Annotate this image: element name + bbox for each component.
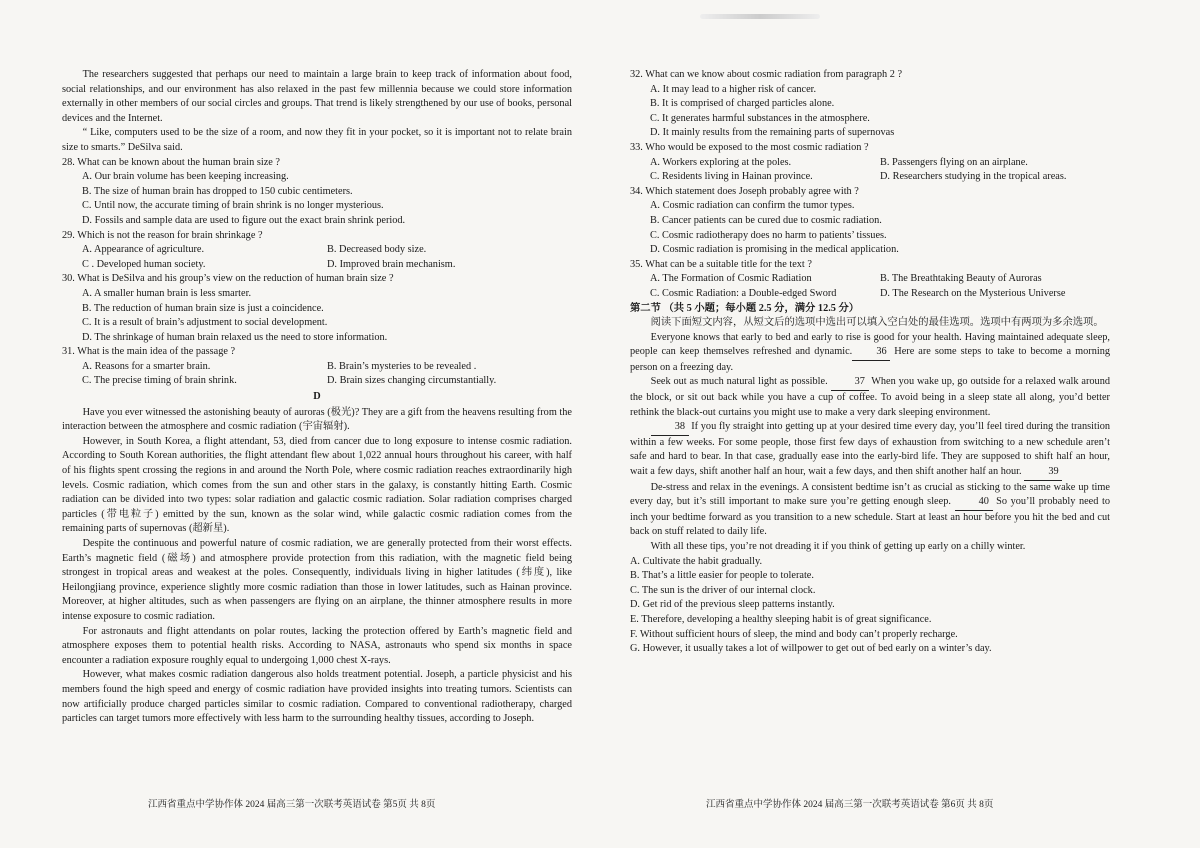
- choice-option: D. Get rid of the previous sleep patterns instantly.: [630, 599, 835, 611]
- option: D. It mainly results from the remaining parts of supernovas: [650, 127, 895, 139]
- paragraph: [630, 481, 1110, 540]
- option-row: [82, 374, 572, 389]
- paragraph: [630, 331, 1110, 376]
- blank-36: 36: [852, 345, 890, 361]
- paragraph: Have you ever witnessed the astonishing beauty of auroras (极光)? They are a gift from the heavens resulting from the interaction between the atmosphere and cosmic radiation (宇宙辐射).: [62, 406, 572, 433]
- blank-37: 37: [831, 375, 869, 391]
- question-34: 34. Which statement does Joseph probably agree with ?: [630, 185, 859, 197]
- option: D. Fossils and sample data are used to figure out the exact brain shrink period.: [82, 214, 406, 226]
- blank-40: 40: [955, 495, 993, 511]
- option: A. Workers exploring at the poles.: [650, 156, 792, 168]
- choice-option: E. Therefore, developing a healthy sleeping habit is of great significance.: [630, 613, 932, 625]
- page-footer-left: 江西省重点中学协作体 2024 届高三第一次联考英语试卷 第5页 共 8页: [148, 800, 436, 810]
- option-row: [82, 243, 572, 258]
- choice-option: A. Cultivate the habit gradually.: [630, 555, 763, 567]
- paragraph: [630, 375, 1110, 420]
- option: A. It may lead to a higher risk of cancer.: [650, 83, 817, 95]
- option: B. The Breathtaking Beauty of Auroras: [880, 273, 1042, 285]
- text: If you fly straight into getting up at your desired time every day, you’ll feel tired during the transition within a few weeks. For some people, those first few days of exhaustion from switching to a new schedule aren’t safe and hard to bear. In that case, gradually ease into the early-bird life. They are supposed to shift half an hour, wait a few days, shift another half an hour, wait a few days, and then shift another half an hour.: [630, 421, 1110, 478]
- option: A. Appearance of agriculture.: [82, 244, 205, 256]
- option: D. The Research on the Mysterious Universe: [880, 287, 1066, 299]
- option-row: [82, 360, 572, 375]
- option: B. Passengers flying on an airplane.: [880, 156, 1028, 168]
- instructions: 阅读下面短文内容，从短文后的选项中选出可以填入空白处的最佳选项。选项中有两项为多余选项。: [650, 317, 1104, 329]
- option: A. The Formation of Cosmic Radiation: [650, 273, 812, 285]
- paragraph: However, in South Korea, a flight attendant, 53, died from cancer due to long exposure to intense cosmic radiation. According to South Korean authorities, the flight attendant flew about 1,022 annual hours throughout his career, with half of his flights spent crossing the regions in and around the North Pole, where cosmic radiation reaches extraordinarily high levels. Cosmic radiation, which comes from the sun and other stars in the galaxy, is constantly hitting Earth. Cosmic radiation can be divided into two types: solar radiation and galactic cosmic radiation. Solar radiation comprises charged particles (带电粒子) emitted by the sun, known as the solar wind, while galactic cosmic radiation comes from the remaining parts of supernovas (超新星).: [62, 435, 572, 535]
- question-28: 28. What can be known about the human brain size ?: [62, 156, 280, 168]
- scan-mark: [700, 14, 820, 19]
- paragraph: Despite the continuous and powerful nature of cosmic radiation, we are generally protected from their worst effects. Earth’s magnetic field (磁场) and atmosphere provide protection from this radiation, with the magnetic field being strongest in tropical areas and weakest at the poles. Consequently, individuals living in higher latitudes (纬度), like Heilongjiang province, experience slightly more cosmic radiation than those in lower latitudes, such as Hainan province. Moreover, at higher altitudes, such as when passengers are flying on an airplane, the thinner atmosphere results in more intense exposure to cosmic radiation.: [62, 538, 572, 622]
- option: D. The shrinkage of human brain relaxed us the need to store information.: [82, 331, 388, 343]
- option: C. Residents living in Hainan province.: [650, 171, 813, 183]
- option-row: [650, 156, 1110, 171]
- question-30: 30. What is DeSilva and his group’s view on the reduction of human brain size ?: [62, 273, 394, 285]
- question-32: 32. What can we know about cosmic radiation from paragraph 2 ?: [630, 69, 903, 80]
- question-35: 35. What can be a suitable title for the text ?: [630, 258, 812, 270]
- left-page: [62, 68, 572, 768]
- text: De-stress and relax in the evenings. A consistent bedtime isn’t as crucial as sticking to the same wake up time every day, but it’s still important to make sure you’re getting enough sleep.: [630, 481, 1110, 508]
- paragraph: “ Like, computers used to be the size of a room, and now they fit in your pocket, so it is important not to relate brain size to smarts.” DeSilva said.: [62, 127, 572, 153]
- question-33: 33. Who would be exposed to the most cosmic radiation ?: [630, 141, 869, 153]
- option: A. Cosmic radiation can confirm the tumor types.: [650, 200, 855, 212]
- option: B. It is comprised of charged particles alone.: [650, 98, 835, 110]
- option: B. Cancer patients can be cured due to cosmic radiation.: [650, 214, 882, 226]
- option: C. Cosmic radiotherapy does no harm to patients’ tissues.: [650, 229, 887, 241]
- choice-option: G. However, it usually takes a lot of willpower to get out of bed early on a winter’s day.: [630, 643, 992, 655]
- option: A. Reasons for a smarter brain.: [82, 360, 211, 372]
- option: B. The size of human brain has dropped to 150 cubic centimeters.: [82, 185, 353, 197]
- text: Everyone knows that early to bed and early to rise is good for your health. Having maintained adequate sleep, people can keep themselves refreshed and dynamic.: [630, 331, 1110, 358]
- choice-option: C. The sun is the driver of our internal clock.: [630, 584, 816, 596]
- choice-option: B. That’s a little easier for people to tolerate.: [630, 570, 814, 582]
- option-row: [650, 272, 1110, 287]
- right-page: [630, 68, 1110, 768]
- option: B. Brain’s mysteries to be revealed .: [327, 360, 477, 372]
- section-d-heading: D: [313, 391, 321, 403]
- blank-39: 39: [1024, 465, 1062, 481]
- text: Seek out as much natural light as possible.: [650, 376, 831, 388]
- option-row: [82, 258, 572, 273]
- page-footer-right: 江西省重点中学协作体 2024 届高三第一次联考英语试卷 第6页 共 8页: [706, 800, 994, 810]
- option: C . Developed human society.: [82, 258, 206, 270]
- text: Here are some steps to take to become a morning person on a freezing day.: [630, 346, 1110, 373]
- option: C. It is a result of brain’s adjustment to social development.: [82, 317, 328, 329]
- choice-option: F. Without sufficient hours of sleep, the mind and body can’t properly recharge.: [630, 628, 958, 640]
- blank-38: 38: [651, 420, 689, 436]
- option: C. It generates harmful substances in the atmosphere.: [650, 112, 870, 124]
- question-31: 31. What is the main idea of the passage ?: [62, 346, 236, 358]
- option: D. Brain sizes changing circumstantially.: [327, 375, 497, 387]
- text: When you wake up, go outside for a relaxed walk around the block, or sit out back while you have a cup of coffee. To avoid being in a sleep state all along, you’d better rethink the black-out curtains you might use to make a very dark sleeping environment.: [630, 376, 1110, 418]
- option: B. The reduction of human brain size is just a coincidence.: [82, 302, 324, 314]
- option: C. Cosmic Radiation: a Double-edged Sword: [650, 287, 837, 299]
- option: D. Improved brain mechanism.: [327, 258, 456, 270]
- paragraph: With all these tips, you’re not dreading it if you think of getting up early on a chilly winter.: [650, 541, 1026, 552]
- option: A. A smaller human brain is less smarter.: [82, 287, 252, 299]
- text: So you’ll probably need to inch your bedtime forward as you transition to a new schedule. Start at least an hour before you hit the bed and cut back on stuff related to daily life.: [630, 496, 1110, 538]
- option: C. Until now, the accurate timing of brain shrink is no longer mysterious.: [82, 200, 384, 212]
- paragraph: The researchers suggested that perhaps our need to maintain a large brain to keep track of information about food, social relationships, and our environment has also relaxed in the past few millennia because we could store information externally in other members of our social circles and groups. That trend is likely strengthened by our use of books, personal devices and the Internet.: [62, 69, 572, 124]
- question-29: 29. Which is not the reason for brain shrinkage ?: [62, 229, 263, 241]
- paragraph: [630, 420, 1110, 480]
- paragraph: However, what makes cosmic radiation dangerous also holds treatment potential. Joseph, a particle physicist and his members found the high speed and energy of cosmic radiation have provided insights into treating tumors. Scientists can now artificially produce charged particles similar to cosmic radiation. Compared to conventional radiotherapy, charged particles can target tumors more effectively with less harm to the surrounding healthy tissues, according to Joseph.: [62, 669, 572, 725]
- option: C. The precise timing of brain shrink.: [82, 375, 237, 387]
- option: D. Researchers studying in the tropical areas.: [880, 171, 1067, 183]
- option-row: [650, 170, 1110, 185]
- option: A. Our brain volume has been keeping increasing.: [82, 171, 289, 183]
- option: D. Cosmic radiation is promising in the medical application.: [650, 244, 899, 256]
- paragraph: For astronauts and flight attendants on polar routes, lacking the protection offered by Earth’s magnetic field and atmosphere exposes them to potential health risks. According to NASA, astronauts who spend six months in space encounter a radiation exposure roughly equal to undergoing 1,000 chest X-rays.: [62, 625, 572, 666]
- option-row: [650, 287, 1110, 302]
- section-2-heading: 第二节 （共 5 小题；每小题 2.5 分，满分 12.5 分）: [630, 302, 860, 314]
- option: B. Decreased body size.: [327, 244, 427, 256]
